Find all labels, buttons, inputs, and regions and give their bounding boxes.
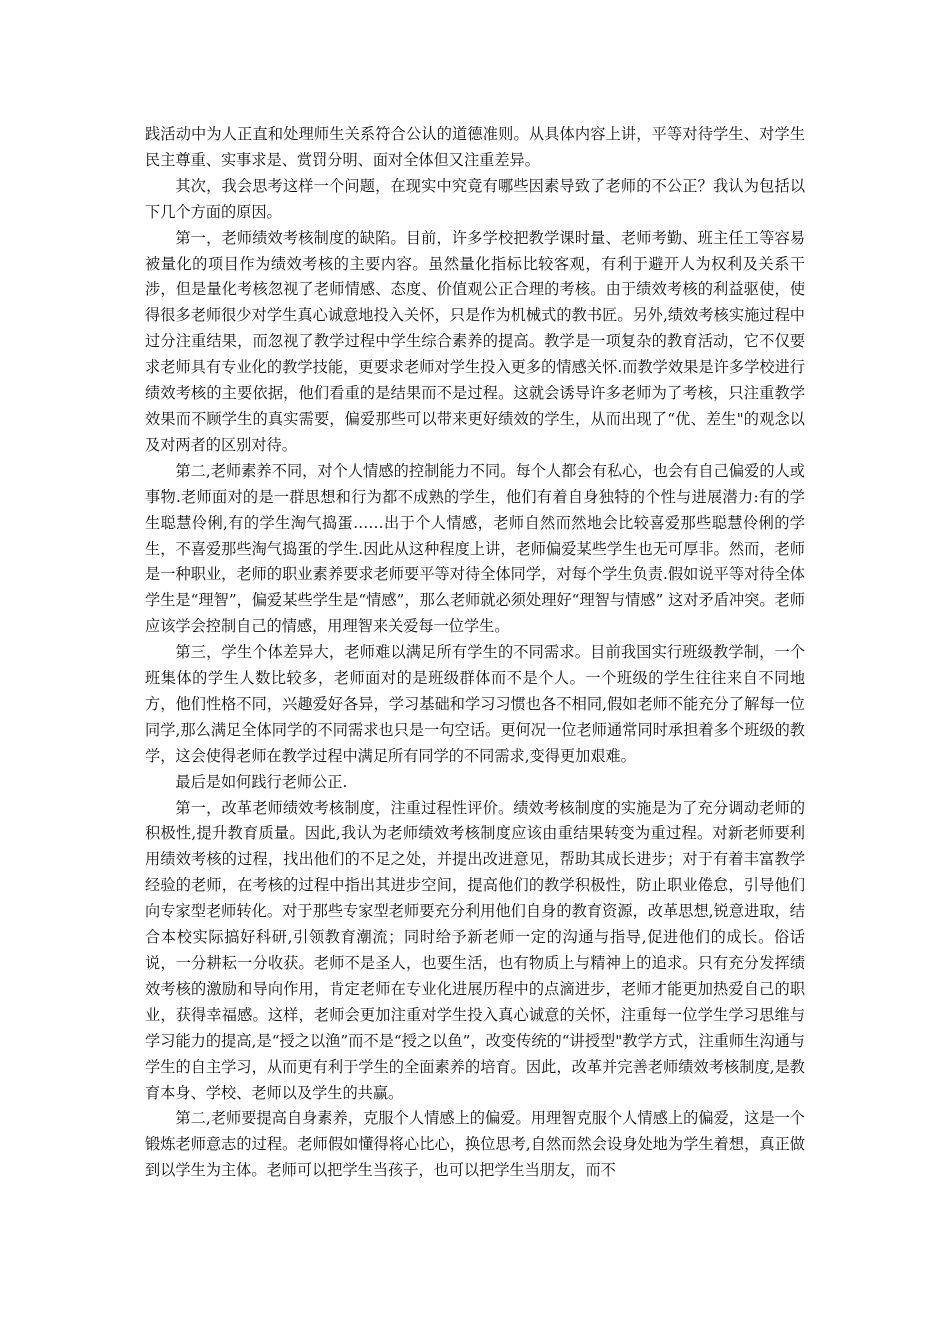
paragraph-causes-intro: 其次，我会思考这样一个问题，在现实中究竟有哪些因素导致了老师的不公正？我认为包括以下几个方面的原因。 bbox=[145, 176, 805, 221]
paragraph-practice-intro: 最后是如何践行老师公正. bbox=[175, 772, 348, 791]
paragraph-continuation: 践活动中为人正直和处理师生关系符合公认的道德准则。从具体内容上讲，平等对待学生、对学生民主尊重、实事求是、赏罚分明、面对全体但又注重差异。 bbox=[145, 125, 805, 169]
document-page bbox=[145, 122, 805, 1184]
paragraph-practice-1: 第一，改革老师绩效考核制度，注重过程性评价。绩效考核制度的实施是为了充分调动老师的积极性,提升教育质量。因此,我认为老师绩效考核制度应该由重结果转变为重过程。对新老师要利用绩效考核的过程，找出他们的不足之处，并提出改进意见，帮助其成长进步；对于有着丰富教学经验的老师，在考核的过程中指出其进步空间，提高他们的教学积极性，防止职业倦怠，引导他们向专家型老师转化。对于那些专家型老师要充分利用他们自身的教育资源，改革思想,锐意进取，结合本校实际搞好科研,引领教育潮流；同时给予新老师一定的沟通与指导,促进他们的成长。俗话说，一分耕耘一分收获。老师不是圣人，也要生活，也有物质上与精神上的追求。只有充分发挥绩效考核的激励和导向作用，肯定老师在专业化进展历程中的点滴进步，老师才能更加热爱自己的职业，获得幸福感。这样，老师会更加注重对学生投入真心诚意的关怀，注重每一位学生学习思维与学习能力的提高,是“授之以渔”而不是“授之以鱼”，改变传统的“讲授型"教学方式，注重师生沟通与学生的自主学习，从而更有利于学生的全面素养的培育。因此，改革并完善老师绩效考核制度,是教育本身、学校、老师以及学生的共赢。 bbox=[145, 798, 805, 1102]
paragraph-cause-1: 第一，老师绩效考核制度的缺陷。目前，许多学校把教学课时量、老师考勤、班主任工等容易被量化的项目作为绩效考核的主要内容。虽然量化指标比较客观，有利于避开人为权利及关系干涉，但是量化考核忽视了老师情感、态度、价值观公正合理的考核。由于绩效考核的利益驱使，使得很多老师很少对学生真心诚意地投入关怀，只是作为机械式的教书匠。另外,绩效考核实施过程中过分注重结果，而忽视了教学过程中学生综合素养的提高。教学是一项复杂的教育活动，它不仅要求老师具有专业化的教学技能，更要求老师对学生投入更多的情感关怀.而教学效果是许多学校进行绩效考核的主要依据，他们看重的是结果而不是过程。这就会诱导许多老师为了考核，只注重教学效果而不顾学生的真实需要，偏爱那些可以带来更好绩效的学生，从而出现了“优、差生"的观念以及对两者的区别对待。 bbox=[145, 228, 805, 454]
paragraph-practice-2: 第二,老师要提高自身素养，克服个人情感上的偏爱。用理智克服个人情感上的偏爱，这是一个锻炼老师意志的过程。老师假如懂得将心比心，换位思考,自然而然会设身处地为学生着想，真正做到以学生为主体。老师可以把学生当孩子，也可以把学生当朋友，而不 bbox=[145, 1109, 805, 1180]
paragraph-cause-2: 第二,老师素养不同，对个人情感的控制能力不同。每个人都会有私心，也会有自己偏爱的人或事物.老师面对的是一群思想和行为都不成熟的学生，他们有着自身独特的个性与进展潜力:有的学生聪慧伶俐,有的学生淘气捣蛋……出于个人情感，老师自然而然地会比较喜爱那些聪慧伶俐的学生，不喜爱那些淘气捣蛋的学生.因此从这种程度上讲，老师偏爱某些学生也无可厚非。然而，老师是一种职业，老师的职业素养要求老师要平等对待全体同学，对每个学生负责.假如说平等对待全体学生是“理智”，偏爱某些学生是“情感”，那么老师就必须处理好“理智与情感” 这对矛盾冲突。老师应该学会控制自己的情感，用理智来关爱每一位学生。 bbox=[145, 461, 805, 636]
paragraph-cause-3: 第三，学生个体差异大，老师难以满足所有学生的不同需求。目前我国实行班级教学制，一个班集体的学生人数比较多，老师面对的是班级群体而不是个人。一个班级的学生往往来自不同地方，他们性格不同，兴趣爱好各异，学习基础和学习习惯也各不相同,假如老师不能充分了解每一位同学,那么满足全体同学的不同需求也只是一句空话。更何况一位老师通常同时承担着多个班级的教学，这会使得老师在教学过程中满足所有同学的不同需求,变得更加艰难。 bbox=[145, 643, 805, 765]
